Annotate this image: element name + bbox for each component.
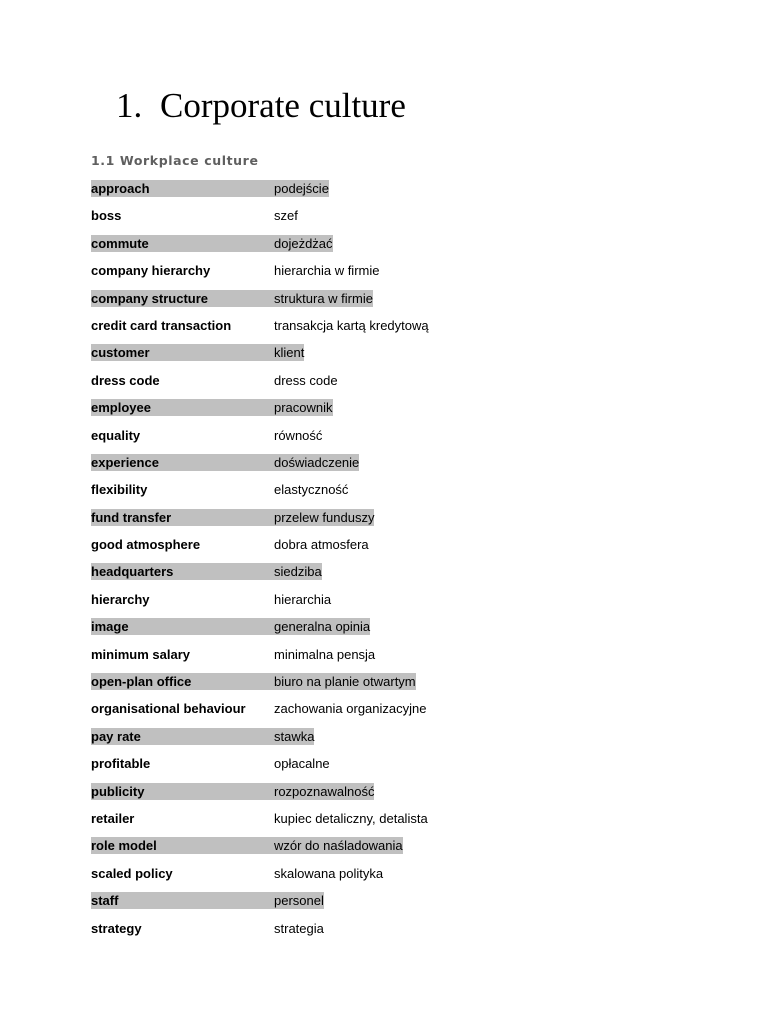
glossary-translation: biuro na planie otwartym <box>274 674 416 690</box>
glossary-term: approach <box>91 180 274 197</box>
glossary-row <box>91 781 511 808</box>
glossary-row <box>91 178 511 205</box>
glossary-translation: doświadczenie <box>274 454 360 470</box>
glossary-translation: przelew funduszy <box>274 509 375 525</box>
glossary-translation: zachowania organizacyjne <box>274 701 427 717</box>
glossary-translation: dojeżdżać <box>274 235 333 251</box>
glossary-translation: personel <box>274 893 324 909</box>
glossary-row <box>91 233 511 260</box>
glossary-translation: kupiec detaliczny, detalista <box>274 810 428 826</box>
glossary-translation: podejście <box>274 181 329 196</box>
glossary-term: company structure <box>91 290 274 307</box>
glossary-row <box>91 425 511 452</box>
glossary-translation: hierarchia w firmie <box>274 263 380 279</box>
glossary-translation: szef <box>274 208 298 224</box>
glossary-term: customer <box>91 344 274 361</box>
glossary-row <box>91 616 511 643</box>
glossary-translation: pracownik <box>274 400 333 416</box>
glossary-term: staff <box>91 892 274 909</box>
glossary-row <box>91 918 511 945</box>
glossary-row <box>91 698 511 725</box>
glossary-term: retailer <box>91 810 135 826</box>
glossary-translation: stawka <box>274 728 315 744</box>
glossary-term: scaled policy <box>91 865 173 881</box>
glossary-translation: rozpoznawalność <box>274 783 375 799</box>
glossary-row <box>91 835 511 862</box>
glossary-row <box>91 370 511 397</box>
glossary-translation: opłacalne <box>274 756 330 772</box>
glossary-term: headquarters <box>91 563 274 580</box>
page-title <box>116 84 406 128</box>
glossary-translation: dobra atmosfera <box>274 537 369 553</box>
glossary-term: minimum salary <box>91 646 190 662</box>
glossary-translation: skalowana polityka <box>274 865 384 881</box>
glossary-table <box>91 178 511 945</box>
glossary-row <box>91 452 511 479</box>
glossary-row <box>91 315 511 342</box>
glossary-translation: wzór do naśladowania <box>274 838 403 854</box>
glossary-row <box>91 260 511 287</box>
glossary-row <box>91 726 511 753</box>
glossary-translation: klient <box>274 345 305 361</box>
glossary-row <box>91 479 511 506</box>
glossary-term: profitable <box>91 756 151 772</box>
glossary-term: pay rate <box>91 728 274 745</box>
glossary-row <box>91 753 511 780</box>
glossary-term: role model <box>91 837 274 854</box>
glossary-row <box>91 342 511 369</box>
glossary-translation: równość <box>274 427 323 443</box>
glossary-term: image <box>91 618 274 635</box>
glossary-row <box>91 561 511 588</box>
glossary-term: fund transfer <box>91 509 274 526</box>
glossary-translation: struktura w firmie <box>274 290 373 306</box>
glossary-term: organisational behaviour <box>91 701 246 717</box>
glossary-row <box>91 288 511 315</box>
glossary-term: credit card transaction <box>91 317 232 333</box>
glossary-row <box>91 507 511 534</box>
glossary-row <box>91 205 511 232</box>
section-subheading: 1.1 Workplace culture <box>91 153 259 168</box>
glossary-translation: hierarchia <box>274 591 332 607</box>
glossary-term: good atmosphere <box>91 537 201 553</box>
glossary-translation: transakcja kartą kredytową <box>274 317 429 333</box>
glossary-row <box>91 808 511 835</box>
glossary-term: commute <box>91 235 274 252</box>
glossary-row <box>91 397 511 424</box>
glossary-row <box>91 671 511 698</box>
glossary-term: publicity <box>91 783 274 800</box>
glossary-row <box>91 589 511 616</box>
glossary-term: dress code <box>91 372 160 388</box>
glossary-row <box>91 890 511 917</box>
glossary-translation: elastyczność <box>274 482 349 498</box>
glossary-term: strategy <box>91 920 142 936</box>
heading-text: Corporate culture <box>160 86 406 125</box>
glossary-translation: dress code <box>274 372 338 388</box>
heading-number: 1. <box>116 86 143 125</box>
glossary-term: open-plan office <box>91 673 274 690</box>
glossary-translation: strategia <box>274 920 324 936</box>
glossary-term: employee <box>91 399 274 416</box>
glossary-term: flexibility <box>91 482 148 498</box>
glossary-term: hierarchy <box>91 591 150 607</box>
glossary-translation: minimalna pensja <box>274 646 376 662</box>
glossary-term: boss <box>91 208 122 224</box>
glossary-row <box>91 863 511 890</box>
glossary-translation: generalna opinia <box>274 619 371 635</box>
glossary-row <box>91 534 511 561</box>
glossary-translation: siedziba <box>274 564 322 580</box>
glossary-term: equality <box>91 427 141 443</box>
glossary-term: experience <box>91 454 274 471</box>
glossary-row <box>91 644 511 671</box>
glossary-term: company hierarchy <box>91 263 211 279</box>
